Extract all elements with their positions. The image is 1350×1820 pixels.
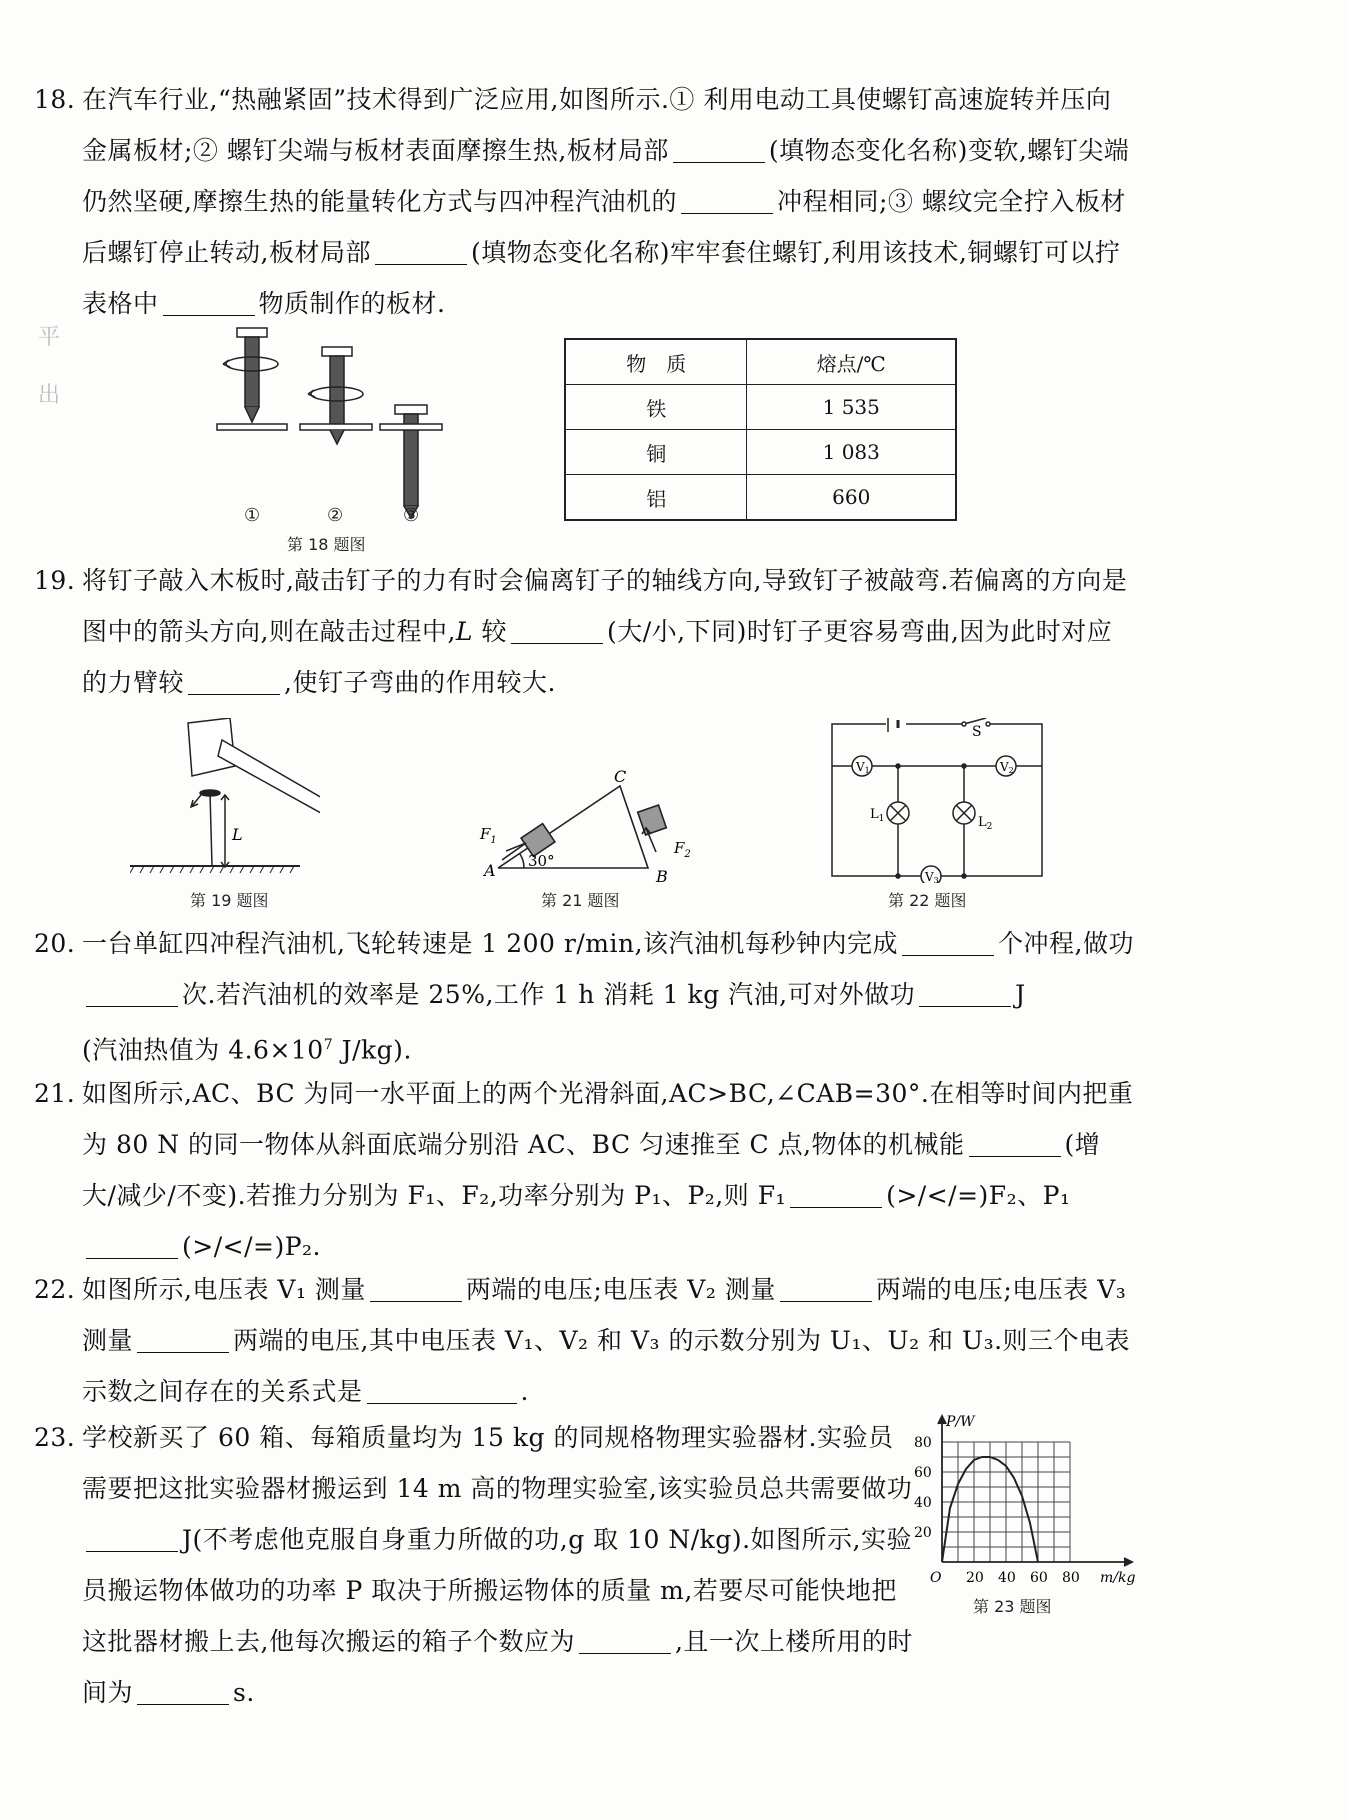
answer-blank[interactable] bbox=[902, 954, 994, 956]
table-cell: 铝 bbox=[565, 475, 747, 521]
voltmeter-v2: V2 bbox=[1000, 760, 1014, 775]
answer-blank[interactable] bbox=[137, 1351, 229, 1353]
question-text: 如图所示,AC、BC 为同一水平面上的两个光滑斜面,AC>BC,∠CAB=30°.在相等时间内把重为 80 N 的同一物体从斜面底端分别沿 AC、BC 匀速推至 C 点,物体的机械能 bbox=[82, 1079, 1134, 1159]
question-text: 物质制作的板材. bbox=[258, 289, 446, 318]
circuit-figure bbox=[826, 718, 1051, 883]
figure-caption: 第 18 题图 bbox=[287, 535, 366, 554]
x-tick-label: 40 bbox=[998, 1570, 1016, 1586]
melting-point-table bbox=[564, 338, 957, 521]
question-number: 20. bbox=[34, 929, 76, 958]
answer-blank[interactable] bbox=[790, 1206, 882, 1208]
answer-blank[interactable] bbox=[681, 212, 773, 214]
answer-blank[interactable] bbox=[579, 1652, 671, 1654]
question-text: (填物态变化名称)变软,螺钉尖端仍然坚硬,摩擦生热的能量转化方式与四冲程汽油机的 bbox=[82, 136, 1130, 216]
question-text: 学校新买了 60 箱、每箱质量均为 15 kg 的同规格物理实验器材.实验员需要把这批实验器材搬运到 14 m 高的物理实验室,该实验员总共需要做功 bbox=[82, 1423, 913, 1503]
question-text: (填物态变化名称)牢牢套住螺钉,利用该技术,铜螺钉可以拧表格中 bbox=[82, 238, 1121, 318]
figure-caption: 第 21 题图 bbox=[541, 891, 620, 910]
label-F1: $F_1$ bbox=[480, 825, 497, 846]
table-header-row bbox=[565, 339, 956, 385]
margin-mark: 平 bbox=[38, 325, 61, 350]
question-text: 将钉子敲入木板时,敲击钉子的力有时会偏离钉子的轴线方向,导致钉子被敲弯.若偏离的方向是图中的箭头方向,则在敲击过程中, bbox=[82, 566, 1128, 646]
question-text: . bbox=[520, 1377, 529, 1406]
question-text: (汽油热值为 4.6×10 bbox=[82, 1035, 324, 1065]
x-tick-label: 60 bbox=[1030, 1570, 1048, 1586]
chart-grid bbox=[942, 1442, 1070, 1562]
question-19 bbox=[34, 555, 1134, 708]
question-text: 一台单缸四冲程汽油机,飞轮转速是 1 200 r/min,该汽油机每秒钟内完成 bbox=[82, 929, 899, 958]
label-F2: $F_2$ bbox=[674, 839, 691, 860]
question-text: 如图所示,电压表 V₁ 测量 bbox=[82, 1275, 366, 1304]
answer-blank[interactable] bbox=[780, 1300, 872, 1302]
y-axis-label: P/W bbox=[946, 1414, 975, 1430]
answer-blank[interactable] bbox=[86, 1550, 178, 1552]
table-row bbox=[565, 430, 956, 475]
figure-label: ③ bbox=[403, 505, 420, 526]
question-text: 两端的电压;电压表 V₃ 测量 bbox=[82, 1275, 1127, 1355]
table-row bbox=[565, 385, 956, 430]
power-mass-chart bbox=[912, 1410, 1144, 1598]
answer-blank[interactable] bbox=[375, 263, 467, 265]
table-cell: 铜 bbox=[565, 430, 747, 475]
question-text: 较 bbox=[473, 617, 507, 646]
table-header: 熔点/℃ bbox=[747, 339, 956, 385]
question-text: J/kg). bbox=[333, 1035, 412, 1065]
answer-blank[interactable] bbox=[137, 1703, 229, 1705]
label-B: B bbox=[656, 867, 668, 886]
question-text: J(不考虑他克服自身重力所做的功,g 取 10 N/kg).如图所示,实验员搬运物体做功的功率 P 取决于所搬运物体的质量 m,若要尽可能快地把这批器材搬上去,他每次搬运的箱子个数应为 bbox=[82, 1525, 912, 1656]
question-text: J bbox=[1015, 980, 1026, 1009]
answer-blank[interactable] bbox=[969, 1155, 1061, 1157]
y-tick-label: 20 bbox=[914, 1525, 932, 1541]
lamp-l2-label: $L_2$ bbox=[978, 815, 993, 832]
y-tick-label: 80 bbox=[914, 1435, 932, 1451]
margin-mark: 出 bbox=[38, 383, 61, 408]
question-number: 21. bbox=[34, 1079, 76, 1108]
screw-figure bbox=[205, 322, 465, 522]
y-tick-label: 40 bbox=[914, 1495, 932, 1511]
question-text: 次.若汽油机的效率是 25%,工作 1 h 消耗 1 kg 汽油,可对外做功 bbox=[182, 980, 916, 1009]
exponent: 7 bbox=[323, 1037, 334, 1053]
question-number: 18. bbox=[34, 85, 76, 114]
figure-caption: 第 22 题图 bbox=[888, 891, 967, 910]
answer-blank[interactable] bbox=[86, 1005, 178, 1007]
lamp-l1-label: $L_1$ bbox=[870, 807, 885, 824]
figure-caption: 第 19 题图 bbox=[190, 891, 269, 910]
question-text: ,且一次上楼所用的时间为 bbox=[82, 1627, 913, 1707]
answer-blank[interactable] bbox=[163, 314, 255, 316]
figure-label: ① bbox=[244, 505, 261, 526]
x-tick-label: 80 bbox=[1062, 1570, 1080, 1586]
label-C: C bbox=[614, 768, 627, 786]
table-cell: 铁 bbox=[565, 385, 747, 430]
question-text: ,使钉子弯曲的作用较大. bbox=[284, 668, 556, 697]
question-23 bbox=[34, 1412, 914, 1718]
table-row bbox=[565, 475, 956, 521]
question-text: 两端的电压;电压表 V₂ 测量 bbox=[465, 1275, 776, 1304]
tick-labels bbox=[914, 1435, 1080, 1586]
question-text: 冲程相同;③ 螺纹完全拧入板材后螺钉停止转动,板材局部 bbox=[82, 187, 1126, 267]
question-22 bbox=[34, 1264, 1134, 1417]
question-text: 个冲程,做功 bbox=[998, 929, 1134, 958]
x-axis-label: m/kg bbox=[1100, 1570, 1136, 1586]
question-20 bbox=[34, 918, 1134, 1075]
question-text: (>/</=)P₂. bbox=[182, 1232, 321, 1261]
voltmeter-v1: V1 bbox=[856, 760, 870, 775]
answer-blank[interactable] bbox=[919, 1005, 1011, 1007]
origin-label: O bbox=[930, 1570, 942, 1586]
question-number: 23. bbox=[34, 1423, 76, 1452]
question-number: 19. bbox=[34, 566, 76, 595]
answer-blank[interactable] bbox=[673, 161, 765, 163]
table-header: 物 质 bbox=[565, 339, 747, 385]
figure-caption: 第 23 题图 bbox=[973, 1597, 1052, 1616]
table-cell: 1 535 bbox=[747, 385, 956, 430]
answer-blank[interactable] bbox=[86, 1257, 178, 1259]
question-text: 在汽车行业,“热融紧固”技术得到广泛应用,如图所示.① 利用电动工具使螺钉高速旋转并压向金属板材;② 螺钉尖端与板材表面摩擦生热,板材局部 bbox=[82, 85, 1112, 165]
switch-label: S bbox=[972, 724, 982, 740]
x-tick-label: 20 bbox=[966, 1570, 984, 1586]
answer-blank[interactable] bbox=[367, 1402, 517, 1404]
question-18 bbox=[34, 74, 1134, 329]
hammer-nail-figure bbox=[130, 718, 320, 880]
answer-blank[interactable] bbox=[370, 1300, 462, 1302]
question-text: (增大/减少/不变).若推力分别为 F₁、F₂,功率分别为 P₁、P₂,则 F₁ bbox=[82, 1130, 1101, 1210]
question-number: 22. bbox=[34, 1275, 76, 1304]
variable-L: L bbox=[455, 617, 474, 646]
table-cell: 1 083 bbox=[747, 430, 956, 475]
question-text: (大/小,下同)时钉子更容易弯曲,因为此时对应的力臂较 bbox=[82, 617, 1113, 697]
figure-label: ② bbox=[327, 505, 344, 526]
answer-blank[interactable] bbox=[188, 693, 280, 695]
table-cell: 660 bbox=[747, 475, 956, 521]
y-tick-label: 60 bbox=[914, 1465, 932, 1481]
answer-blank[interactable] bbox=[511, 642, 603, 644]
voltmeter-v3: V3 bbox=[925, 870, 939, 883]
incline-figure bbox=[470, 768, 700, 888]
angle-label: 30° bbox=[528, 852, 555, 870]
question-text: s. bbox=[233, 1678, 255, 1707]
question-text: 两端的电压,其中电压表 V₁、V₂ 和 V₃ 的示数分别为 U₁、U₂ 和 U₃.则三个电表示数之间存在的关系式是 bbox=[82, 1326, 1131, 1406]
question-21 bbox=[34, 1068, 1134, 1272]
label-L: L bbox=[232, 825, 243, 844]
label-A: A bbox=[484, 861, 496, 880]
question-text: (>/</=)F₂、P₁ bbox=[886, 1181, 1071, 1210]
